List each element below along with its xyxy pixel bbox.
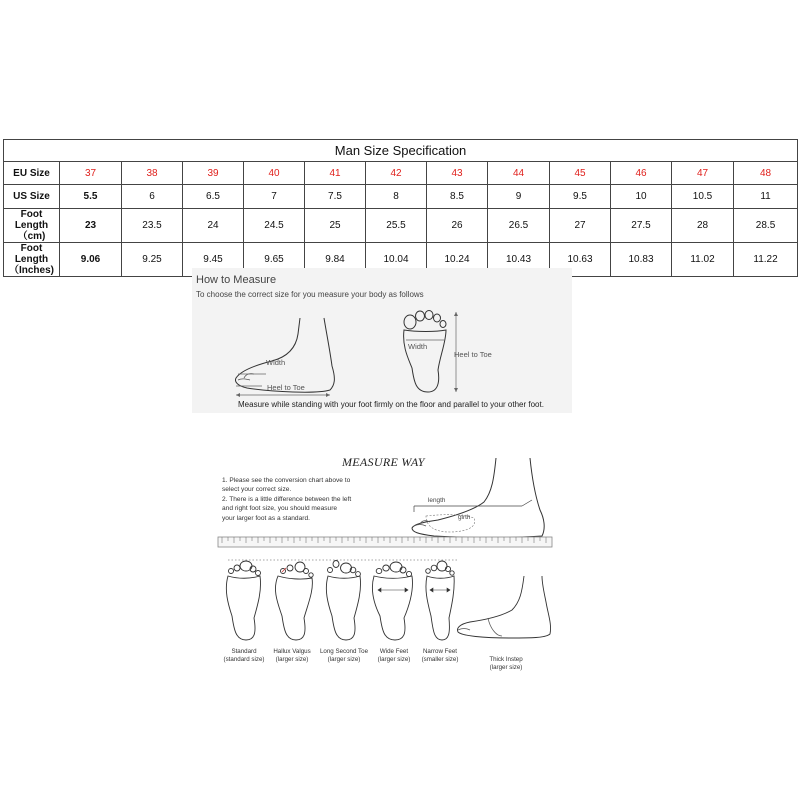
table-cell: 28 (672, 209, 734, 243)
table-row-us (4, 185, 798, 209)
foot-type-name: Standard (231, 648, 257, 655)
row-label-foot-length-cm (4, 209, 60, 243)
table-cell: 5.5 (60, 185, 122, 209)
foot-type-label-hallux-valgus (264, 648, 320, 664)
table-cell: 6 (122, 185, 183, 209)
table-cell: 39 (183, 162, 244, 185)
table-cell: 6.5 (183, 185, 244, 209)
girth-label: girth (458, 514, 471, 521)
how-to-measure-title: How to Measure (196, 274, 277, 286)
table-cell: 26.5 (488, 209, 550, 243)
table-cell: 11 (734, 185, 798, 209)
table-cell: 23.5 (122, 209, 183, 243)
top-length-label: Heel to Toe (454, 350, 492, 359)
ruler (218, 537, 552, 549)
measure-way-title: MEASURE WAY (342, 455, 425, 469)
foot-type-note: (larger size) (275, 656, 309, 663)
foot-type-note: (larger size) (489, 664, 523, 671)
row-label-line: Foot Length (14, 243, 49, 265)
foot-type-name: Wide Feet (379, 648, 409, 655)
foot-type-wide-feet (370, 560, 416, 642)
how-to-measure-subtitle: To choose the correct size for you measure your body as follows (196, 290, 424, 299)
table-cell: 27 (550, 209, 611, 243)
table-cell: 8.5 (427, 185, 488, 209)
step-line: select your correct size. (222, 486, 292, 494)
table-cell: 24 (183, 209, 244, 243)
table-cell: 9.06 (60, 243, 122, 277)
table-cell: 28.5 (734, 209, 798, 243)
table-cell: 10 (611, 185, 672, 209)
foot-type-standard (222, 560, 266, 642)
table-row-cm (4, 209, 798, 243)
foot-type-note: (standard size) (223, 656, 265, 663)
table-cell: 9.5 (550, 185, 611, 209)
table-cell: 47 (672, 162, 734, 185)
measure-way-steps (222, 476, 422, 523)
row-label-line: Foot Length (14, 209, 49, 231)
table-cell: 37 (60, 162, 122, 185)
table-cell: 9.45 (183, 243, 244, 277)
foot-type-note: (larger size) (327, 656, 361, 663)
size-table (3, 139, 798, 277)
table-cell: 40 (244, 162, 305, 185)
foot-type-label-narrow-feet (412, 648, 468, 664)
table-cell: 10.83 (611, 243, 672, 277)
length-label: length (428, 497, 446, 504)
row-label-line: （cm) (17, 231, 46, 242)
row-label-us-size: US Size (4, 185, 60, 209)
length-girth-foot-illustration (404, 458, 554, 542)
row-label-line: （Inches) (8, 265, 54, 276)
foot-type-note: (larger size) (377, 656, 411, 663)
foot-type-thick-instep (454, 576, 554, 642)
foot-type-name: Thick Instep (489, 656, 523, 663)
how-to-measure-panel (192, 268, 572, 413)
table-cell: 27.5 (611, 209, 672, 243)
step-line: 1. Please see the conversion chart above to (222, 477, 351, 484)
table-cell: 10.63 (550, 243, 611, 277)
table-cell: 7.5 (305, 185, 366, 209)
table-cell: 23 (60, 209, 122, 243)
foot-type-name: Long Second Toe (319, 648, 369, 655)
foot-type-label-long-second-toe (316, 648, 372, 664)
table-cell: 24.5 (244, 209, 305, 243)
foot-type-label-thick-instep (478, 656, 534, 672)
table-cell: 10.04 (366, 243, 427, 277)
table-cell: 42 (366, 162, 427, 185)
table-cell: 9.65 (244, 243, 305, 277)
table-cell: 7 (244, 185, 305, 209)
table-cell: 26 (427, 209, 488, 243)
top-width-label: Width (408, 342, 428, 351)
table-cell: 9.84 (305, 243, 366, 277)
foot-type-hallux-valgus (272, 560, 316, 642)
foot-type-name: Narrow Feet (422, 648, 458, 655)
size-table-title: Man Size Specification (4, 140, 798, 162)
foot-type-long-second-toe (322, 560, 366, 642)
step-line: and right foot size, you should measure (222, 505, 338, 513)
table-cell: 46 (611, 162, 672, 185)
foot-type-note: (smaller size) (421, 656, 459, 663)
step-line: 2. There is a little difference between the left (222, 495, 352, 503)
table-cell: 44 (488, 162, 550, 185)
side-width-label: Width (266, 358, 286, 367)
table-cell: 10.5 (672, 185, 734, 209)
table-cell: 43 (427, 162, 488, 185)
table-cell: 10.43 (488, 243, 550, 277)
table-cell: 8 (366, 185, 427, 209)
table-cell: 25 (305, 209, 366, 243)
table-cell: 48 (734, 162, 798, 185)
table-cell: 10.24 (427, 243, 488, 277)
table-cell: 41 (305, 162, 366, 185)
row-label-foot-length-inches (4, 243, 60, 277)
table-cell: 9 (488, 185, 550, 209)
step-line: your larger foot as a standard. (222, 514, 310, 522)
measurement-note: Measure while standing with your foot firmly on the floor and parallel to your other foot. (238, 400, 544, 409)
table-cell: 25.5 (366, 209, 427, 243)
table-cell: 11.22 (734, 243, 798, 277)
table-cell: 9.25 (122, 243, 183, 277)
foot-type-name: Hallux Valgus (273, 648, 311, 655)
table-cell: 45 (550, 162, 611, 185)
table-cell: 11.02 (672, 243, 734, 277)
table-row-eu (4, 162, 798, 185)
table-cell: 38 (122, 162, 183, 185)
row-label-eu-size: EU Size (4, 162, 60, 185)
side-length-label: Heel to Toe (267, 383, 305, 392)
measure-way-panel (214, 450, 556, 680)
